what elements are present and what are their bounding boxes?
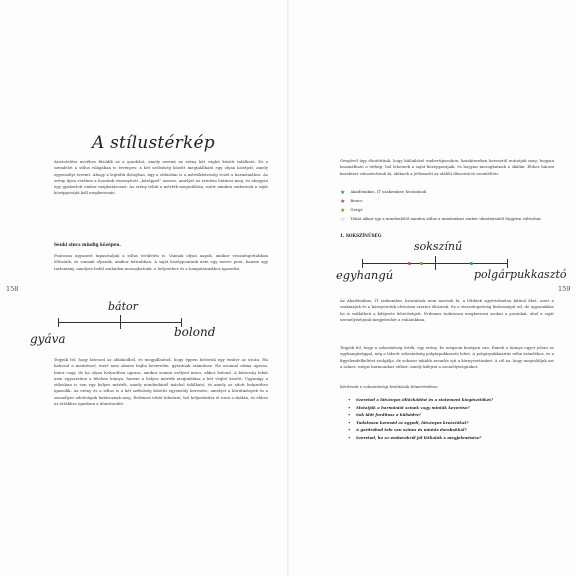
star-icon: ☆ <box>340 216 346 223</box>
right-intro-paragraph: Gergővel úgy döntöttünk, hogy különböző embertípusokon, karaktereken keresztül mutatjuk meg, hogyan használható a térkép, hol lehetnek a saját középpontjaik, és hogyan mozoghatnak a skálán. Ehhez három karaktert választottunk ki, akiknek a jellemzőit az alábbi illusztráció szemlélteti. <box>340 158 554 176</box>
page-title: A stílustérkép <box>92 133 215 153</box>
right-page <box>288 0 576 576</box>
axis-label-right: bolond <box>174 325 216 339</box>
axis-label-center: bátor <box>108 300 138 313</box>
body-paragraph-3: Tegyük fel, hogy kiteszel az ablakodból, és megpillantod, hogy éppen beleesik egy ember az utcán. Ha habozol a mentéssel, mert nem akarsz bajba keveredni, gyávának számítasz. Ha azonnal utána ugrasz, bátor vagy, de ha olyan helyzetben ugrasz, amikor semmi esélyed nincs, akkor bolond. A bátorság tehát nem egyszerűen a félelem hiánya, hanem a helyes mérték megtalálása a két véglet között. Ugyanígy a stílusban is van egy helyes mérték, amely mindenkinél máshol található, és amely az adott helyzethez igazodik. Az erény és a stílus is a két szélsőség közötti egyensúly keresése, amelyet a körülmények és a személyes adottságok határoznak meg. Érdemes tehát felmérni, hol helyezkedsz el ezen a skálán, és ehhez az értékhez igazítani a döntéseidet. <box>54 357 268 407</box>
star-icon: ★ <box>340 198 346 205</box>
legend-label: Akadémikus, IT szakember, hivatalnok <box>350 189 427 194</box>
axis-label-left: egyhangú <box>336 268 394 282</box>
list-item: • A gardróbod tele van színes és mintás darabokkal? <box>348 426 548 434</box>
list-item: • Szereted a látványos öltözködést és a statement kiegészítőket? <box>348 396 548 404</box>
legend-item-gergo <box>340 207 363 214</box>
legend-label: Gergő <box>350 207 363 212</box>
axis-tick-left <box>58 318 59 327</box>
legend-note: ☆ Tehát akkor így a mindenfelől minden stílus a mindenkori ember identitásától függően változhat. <box>340 216 542 223</box>
questions-intro: Kérdések a sokszínűségi kvalitások felméréséhez: <box>340 384 439 389</box>
star-icon: ★ <box>340 207 346 214</box>
legend-item-academic <box>340 189 426 196</box>
right-body-paragraph-1: Az Akadémikus, IT szakember, hivatalnok nem mernek hi, a többiek egyértelműen kitűnő őket, mert a szakmájuk és a környezetük elvárásai szerint öltöznek. Ez a visszafogottság biztonságot ad, de ugyanakkor be is szűkítheti a kifejezés lehetőségeit. Érdemes tudatosan megkeresni azokat a pontokat, ahol a saját személyiségünk megjelenhet a ruháinkban. <box>340 298 554 322</box>
right-body-paragraph-2: Tegyük fel, hogy a sokszínűség érték, egy erény. Ez mégsem középen van. Ennek a hiánya egyet jelent az egyhangúsággal, míg a túlzott sokszínűség polgárpukkasztó lehet. A polgárpukkasztás néha szándékos, és a figyelemfelkeltést szolgálja, de sokszor inkább zavarba ejti a környezetünket. A cél az, hogy megtaláljuk azt a színes, mégis harmonikus stílust, amely kifejezi a személyiségünket. <box>340 345 554 369</box>
list-item: • Szereted, ha az emberekről jól láthatók a megjelenésére? <box>348 434 548 442</box>
axis-tick-left <box>362 259 363 268</box>
marker-bence <box>408 262 411 265</box>
axis-tick-right <box>507 259 508 268</box>
section-heading: Senki sincs mindig középen. <box>54 242 121 247</box>
left-page-number: 158 <box>6 285 19 293</box>
list-item: • Mutatják a harmóniát színek vagy minták keverése? <box>348 404 548 412</box>
axis-tick-center <box>120 315 121 329</box>
legend-item-bence <box>340 198 363 205</box>
intro-paragraph: Aristotelész nevéhez fűződik az a gondolat, amely szerint az erény két véglet között található. Ez a szemlélet a stílus világában is érvényes: a két szélsőség között megtalálható egy olyan középút, amely egyensúlyt teremt. Ahogy a legtöbb dologban, úgy a stílusban is a mértékletesség vezet a harmóniához. Az erény ilyen esetben a hozzánk viszonyított „középpel” azonos, amelyet az értelem határoz meg, és ahogyan egy gyakorlott ember meghatározná. Az erény tehát a mérték megtalálása, ezért minden embernek a saját középpontját kell megkeresnie. <box>54 159 268 196</box>
right-page-number: 159 <box>558 285 571 293</box>
marker-gergo <box>420 262 423 265</box>
axis-label-right: polgárpukkasztó <box>474 268 567 281</box>
section-heading-sokszinuseg: 1. SOKSZÍNŰSÉG <box>340 233 382 238</box>
star-icon: ★ <box>340 189 346 196</box>
axis-label-center: sokszínű <box>414 240 463 253</box>
list-item: • Sok időt fordítasz a külsődre? <box>348 411 548 419</box>
legend-label: Bence <box>350 198 363 203</box>
axis-tick-center <box>435 256 436 270</box>
question-list <box>348 396 548 442</box>
body-paragraph-2: Pontosan ugyanezt tapasztaljuk a stílus területén is. Vannak olyan napok, amikor visszafogottabban öltözünk, és vannak olyanok, amikor bátrabban. A saját középpontunk nem egy merev pont, hanem egy tartomány, amelyen belül szabadon mozoghatunk, a helyzethez és a hangulatunkhoz igazodva. <box>54 253 268 271</box>
list-item: • Tudatosan kereséd az egyedi, látványos kreációkat? <box>348 419 548 427</box>
axis-label-left: gyáva <box>30 332 66 346</box>
marker-academic <box>470 262 473 265</box>
